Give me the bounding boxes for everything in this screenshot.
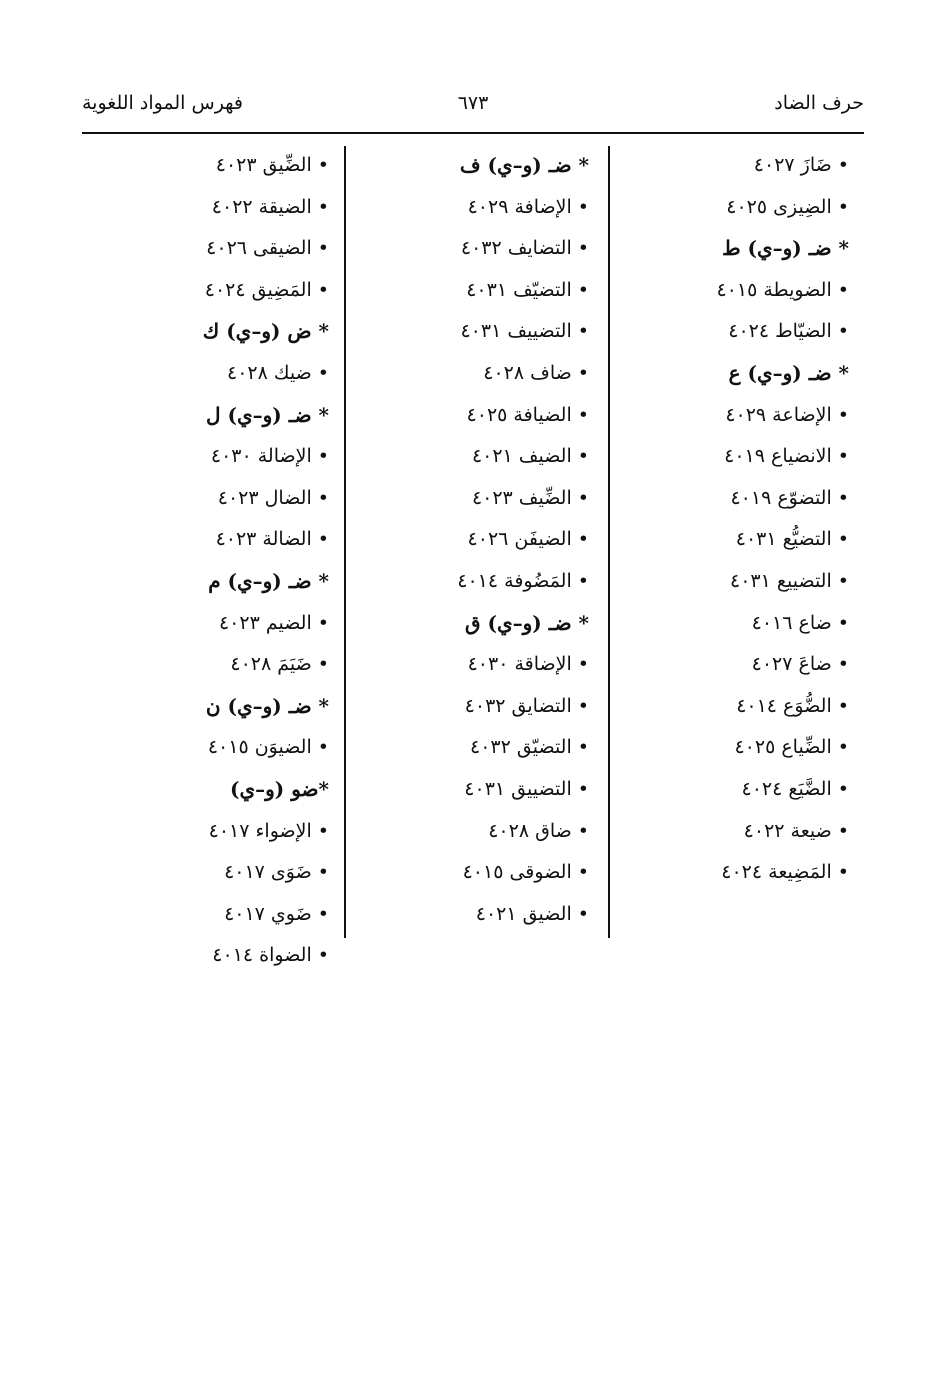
index-entry: • الضَّيَع ٤٠٢٤ [741, 777, 849, 800]
index-entry: • التضييع ٤٠٣١ [730, 569, 849, 592]
index-entry: • التضايق ٤٠٣٢ [464, 694, 589, 717]
index-entry: • التضيُّع ٤٠٣١ [735, 528, 849, 551]
index-entry: • الضيوَن ٤٠١٥ [207, 736, 329, 759]
index-entry: • الضويطة ٤٠١٥ [716, 278, 849, 301]
index-entry: • ضَوي ٤٠١٧ [224, 902, 329, 925]
index-entry: • ضَازَ ٤٠٢٧ [753, 154, 849, 176]
index-entry: • الإضاقة ٤٠٣٠ [467, 653, 589, 676]
index-entry: • الضالة ٤٠٢٣ [215, 528, 329, 551]
index-entry: • الضوقى ٤٠١٥ [462, 861, 589, 884]
index-entry: • ضاعَ ٤٠٢٧ [751, 653, 849, 676]
index-entry: • التضوّع ٤٠١٩ [730, 486, 849, 509]
root-heading: * ض (و–ي) ك [202, 319, 329, 344]
root-heading: * ضـ (و–ي) ع [728, 360, 849, 385]
root-heading: * ضـ (و–ي) ن [205, 693, 329, 718]
index-column-left [129, 148, 329, 980]
page-header [82, 92, 864, 124]
index-entry: • الضيافة ٤٠٢٥ [466, 403, 589, 426]
index-entry: • الإضاعة ٤٠٢٩ [725, 403, 849, 426]
index-entry: • الضيم ٤٠٢٣ [218, 611, 329, 634]
column-divider [344, 146, 346, 938]
header-rule [82, 132, 864, 134]
index-entry: • الإضالة ٤٠٣٠ [210, 445, 329, 468]
index-entry: • التضايف ٤٠٣٢ [460, 237, 589, 260]
index-entry: • الضِيزى ٤٠٢٥ [726, 195, 849, 218]
root-heading: * ضـ (و–ي) ق [465, 610, 589, 635]
index-entry: • التضييف ٤٠٣١ [460, 320, 589, 343]
section-title: حرف الضاد [774, 92, 864, 114]
index-entry: • التضيّف ٤٠٣١ [466, 278, 589, 301]
index-entry: • الضواة ٤٠١٤ [212, 944, 329, 967]
index-entry: • الضال ٤٠٢٣ [217, 486, 329, 509]
index-entry: • الضِّياع ٤٠٢٥ [734, 736, 849, 759]
index-entry: • ضاق ٤٠٢٨ [488, 819, 589, 842]
index-entry: • الضِّيق ٤٠٢٣ [215, 154, 329, 176]
page-number: ٦٧٣ [457, 92, 489, 114]
index-entry: • الضُّوَع ٤٠١٤ [736, 694, 849, 717]
index-entry: • الضيق ٤٠٢١ [475, 902, 589, 925]
root-heading: * ضـ (و–ي) ف [459, 153, 589, 177]
root-heading: *ضو (و–ي) [230, 776, 329, 801]
index-entry: • الإضافة ٤٠٢٩ [467, 195, 589, 218]
root-heading: * ضـ (و–ي) م [208, 568, 329, 593]
column-divider [608, 146, 610, 938]
index-entry: • ضاع ٤٠١٦ [751, 611, 849, 634]
index-entry: • المَضِيعة ٤٠٢٤ [721, 861, 849, 884]
index-column-middle [389, 148, 589, 938]
index-entry: • ضَيَمَ ٤٠٢٨ [230, 653, 329, 676]
index-entry: • الضِّيف ٤٠٢٣ [471, 486, 589, 509]
index-entry: • ضاف ٤٠٢٨ [483, 361, 589, 384]
index-entry: • الضيقى ٤٠٢٦ [206, 237, 329, 260]
index-entry: • المَضُوفة ٤٠١٤ [457, 569, 589, 592]
root-heading: * ضـ (و–ي) ط [722, 236, 849, 261]
index-column-right [649, 148, 849, 897]
index-entry: • المَضِيق ٤٠٢٤ [204, 278, 329, 301]
index-entry: • ضَوَى ٤٠١٧ [224, 861, 329, 884]
index-entry: • الضيقة ٤٠٢٢ [211, 195, 329, 218]
index-entry: • التضييق ٤٠٣١ [464, 777, 589, 800]
index-title: فهرس المواد اللغوية [82, 92, 244, 114]
index-entry: • التضيّق ٤٠٣٢ [470, 736, 589, 759]
index-entry: • الضيفَن ٤٠٢٦ [467, 528, 589, 551]
index-entry: • ضيعة ٤٠٢٢ [743, 819, 849, 842]
index-entry: • الانضياع ٤٠١٩ [724, 445, 849, 468]
root-heading: * ضـ (و–ي) ل [206, 402, 329, 427]
index-entry: • ضيك ٤٠٢٨ [227, 361, 329, 384]
index-entry: • الضيف ٤٠٢١ [471, 445, 589, 468]
index-entry: • الإضواء ٤٠١٧ [208, 819, 329, 842]
index-entry: • الضيّاط ٤٠٢٤ [728, 320, 849, 343]
